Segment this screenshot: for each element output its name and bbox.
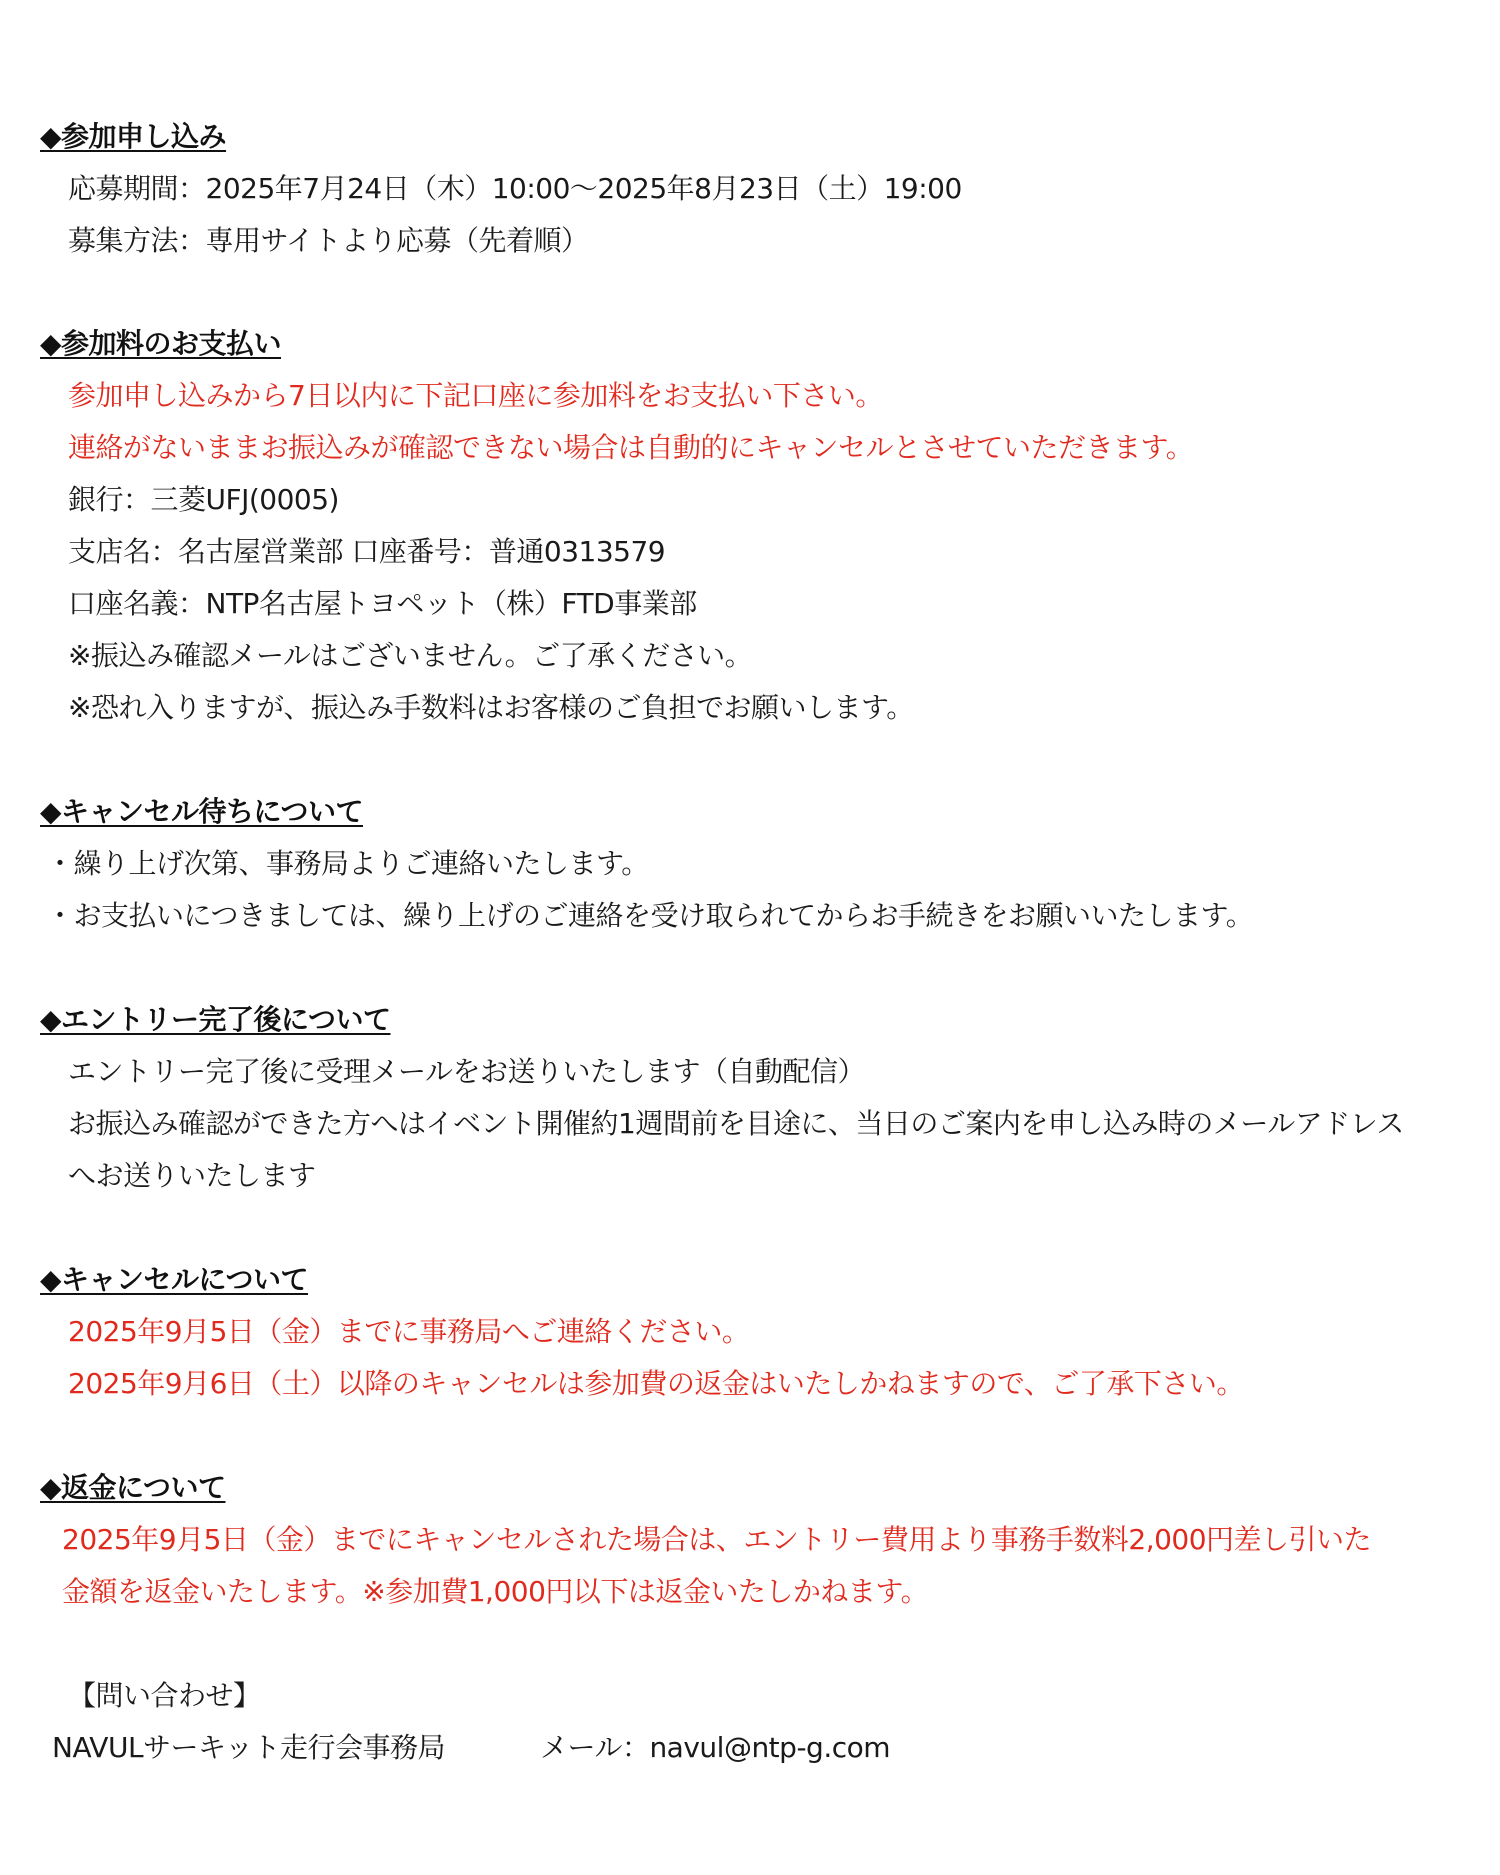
payment-account-name: 口座名義：NTP名古屋トヨペット（株）FTD事業部 (68, 587, 697, 620)
waitlist-bullet-2: ・お支払いにつきましては、繰り上げのご連絡を受け取られてからお手続きをお願いいたします。 (46, 899, 1254, 932)
refund-line-1: 2025年9月5日（金）までにキャンセルされた場合は、エントリー費用より事務手数料2,000円差し引いた (62, 1523, 1372, 1556)
after-entry-line-1: エントリー完了後に受理メールをお送りいたします（自動配信） (68, 1055, 865, 1088)
application-heading: ◆参加申し込み (40, 120, 227, 153)
payment-branch: 支店名：名古屋営業部 口座番号：普通0313579 (68, 535, 666, 568)
application-period: 応募期間：2025年7月24日（木）10:00～2025年8月23日（土）19:00 (68, 172, 962, 205)
contact-office: NAVULサーキット走行会事務局 (52, 1731, 445, 1764)
contact-email: メール：navul@ntp-g.com (540, 1731, 891, 1764)
cancel-heading: ◆キャンセルについて (40, 1263, 308, 1296)
payment-bank: 銀行：三菱UFJ(0005) (68, 483, 339, 516)
application-method: 募集方法：専用サイトより応募（先着順） (68, 224, 589, 257)
cancel-line-1: 2025年9月5日（金）までに事務局へご連絡ください。 (68, 1315, 750, 1348)
contact-heading: 【問い合わせ】 (68, 1679, 261, 1712)
waitlist-bullet-1: ・繰り上げ次第、事務局よりご連絡いたします。 (46, 847, 649, 880)
refund-line-2: 金額を返金いたします。※参加費1,000円以下は返金いたしかねます。 (62, 1575, 929, 1608)
payment-note-2: ※恐れ入りますが、振込み手数料はお客様のご負担でお願いします。 (68, 691, 914, 724)
payment-heading: ◆参加料のお支払い (40, 327, 282, 360)
waitlist-heading: ◆キャンセル待ちについて (40, 795, 363, 828)
payment-note-1: ※振込み確認メールはございません。ご了承ください。 (68, 639, 753, 672)
cancel-line-2: 2025年9月6日（土）以降のキャンセルは参加費の返金はいたしかねますので、ご了承下さい。 (68, 1367, 1244, 1400)
after-entry-line-2: お振込み確認ができた方へはイベント開催約1週間前を目途に、当日のご案内を申し込み時のメールアドレス (68, 1107, 1404, 1140)
after-entry-heading: ◆エントリー完了後について (40, 1003, 391, 1036)
payment-notice-1: 参加申し込みから7日以内に下記口座に参加料をお支払い下さい。 (68, 379, 883, 412)
after-entry-line-3: へお送りいたします (68, 1159, 316, 1192)
refund-heading: ◆返金について (40, 1471, 226, 1504)
payment-notice-2: 連絡がないままお振込みが確認できない場合は自動的にキャンセルとさせていただきます。 (68, 431, 1194, 464)
